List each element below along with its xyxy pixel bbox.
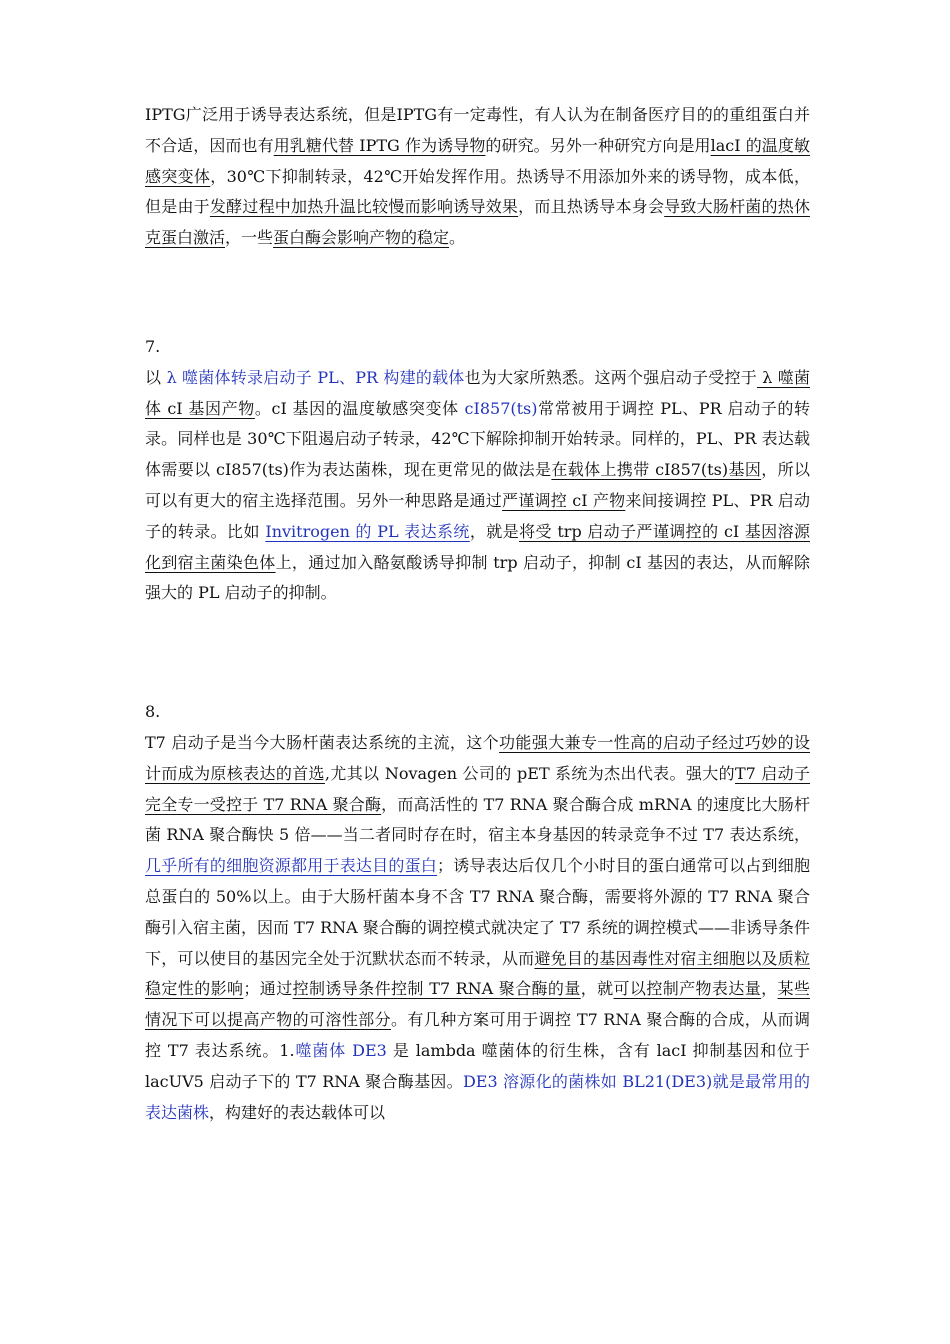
text-span: 也为大家所熟悉。这两个强启动子受控于: [464, 367, 757, 387]
document-page: [145, 100, 810, 1128]
text-span: ，构建好的表达载体可以: [209, 1102, 386, 1122]
text-span: 来间接调控 PL、PR 启动子的转录。比如: [145, 490, 810, 541]
link-de3-phage[interactable]: 噬菌体 DE3: [294, 1040, 387, 1060]
underlined-phrase: 蛋白酶会影响产物的稳定: [273, 228, 450, 248]
underlined-phrase: 避免目的基因毒性对宿主细胞以及质粒稳定性的影响: [145, 948, 810, 999]
underlined-phrase: 发酵过程中加热升温比较慢而影响诱导效果: [209, 197, 519, 217]
underlined-phrase: 在载体上携带 cI857(ts)基因: [551, 460, 762, 480]
text-span: ，: [761, 979, 778, 999]
underlined-phrase: 控制诱导条件控制 T7 RNA 聚合酶的量: [292, 979, 581, 999]
underlined-phrase: 用乳糖代替 IPTG 作为诱导物: [273, 135, 486, 155]
text-span: ，所以可以有更大的宿主选择范围。另外一种思路是通过: [145, 460, 810, 510]
link-invitrogen-pl[interactable]: Invitrogen 的 PL 表达系统: [265, 521, 470, 541]
paragraph-t7: [145, 728, 810, 1128]
underlined-phrase: T7 启动子完全专一受控于 T7 RNA 聚合酶: [145, 763, 810, 814]
paragraph-lambda: [145, 363, 810, 609]
underlined-phrase: lacI 的温度敏感突变体: [145, 135, 810, 186]
text-span: 。cI 基因的温度敏感突变体: [254, 398, 465, 418]
underlined-phrase: 严谨调控 cI 产物: [502, 490, 626, 510]
link-ci857[interactable]: cI857(ts): [464, 398, 538, 418]
text-span: ；诱导表达后仅几个小时目的蛋白通常可以占到细胞总蛋白的 50%以上。由于大肠杆菌本身不含 T7 RNA 聚合酶，需要将外源的 T7 RNA 聚合酶引入宿主菌，因而 T7 RNA 聚合酶的调控模式就决定了 T7 系统的调控模式——非诱导条件下，可以使目的基因完全处于沉默状态而不转录，从而: [145, 856, 810, 968]
section-number-8: 8.: [145, 702, 161, 722]
underlined-phrase: 可以控制产物表达量: [613, 979, 762, 999]
text-span: ，就: [580, 979, 614, 999]
underlined-phrase: λ 噬菌体 cI 基因产物: [145, 367, 810, 418]
underlined-phrase: 将受 trp 启动子严谨调控的 cI 基因溶源化到宿主菌染色体: [145, 521, 810, 572]
underlined-phrase: 导致大肠杆菌的热休克蛋白激活: [145, 197, 810, 248]
text-span: ，就是: [469, 521, 520, 541]
text-span: ，30℃下抑制转录，42℃开始发挥作用。热诱导不用添加外来的诱导物，成本低，但是由于: [145, 166, 810, 217]
text-span: T7 启动子是当今大肠杆菌表达系统的主流，这个: [145, 732, 500, 752]
text-span: 。: [449, 228, 466, 248]
link-cell-resources[interactable]: 几乎所有的细胞资源都用于表达目的蛋白: [145, 856, 438, 876]
text-span: 上，通过加入酪氨酸诱导抑制 trp 启动子，抑制 cI 基因的表达，从而解除强大的 PL 启动子的抑制。: [145, 552, 810, 603]
text-span: ，一些: [225, 228, 274, 248]
text-span: 常常被用于调控 PL、PR 启动子的转录。同样也是 30℃下阻遏启动子转录，42℃下解除抑制开始转录。同样的，PL、PR 表达载体需要以 cI857(ts)作为表达菌株，现在更常见的做法是: [145, 398, 810, 480]
text-span: 的研究。另外一种研究方向是用: [485, 135, 711, 155]
link-lambda-vector[interactable]: λ 噬菌体转录启动子 PL、PR 构建的载体: [166, 367, 465, 387]
section-spacer: [145, 254, 810, 332]
paragraph-iptg: [145, 100, 810, 254]
section-number-7: 7.: [145, 336, 161, 356]
underlined-phrase: 某些情况下可以提高产物的可溶性部分: [145, 979, 810, 1030]
text-span: ；通过: [243, 979, 293, 999]
text-span: 是 lambda 噬菌体的衍生株，含有 lacI 抑制基因和位于 lacUV5 启动子下的 T7 RNA 聚合酶基因。: [145, 1040, 810, 1091]
text-span: ，而高活性的 T7 RNA 聚合酶合成 mRNA 的速度比大肠杆菌 RNA 聚合酶快 5 倍——当二者同时存在时，宿主本身基因的转录竞争不过 T7 表达系统，: [145, 794, 810, 845]
text-span: 以: [145, 367, 167, 387]
text-span: ,尤其以 Novagen 公司的 pET 系统为杰出代表。强大的: [324, 763, 735, 783]
text-span: IPTG广泛用于诱导表达系统，但是IPTG有一定毒性，有人认为在制备医疗目的的重组蛋白并不合适，因而也有: [145, 105, 810, 155]
section-spacer: [145, 609, 810, 697]
link-bl21-de3[interactable]: DE3 溶源化的菌株如 BL21(DE3)就是最常用的表达菌株: [145, 1071, 811, 1122]
text-span: ，而且热诱导本身会: [518, 197, 665, 217]
text-span: 。有几种方案可用于调控 T7 RNA 聚合酶的合成，从而调控 T7 表达系统。1.: [145, 1010, 810, 1060]
underlined-phrase: 功能强大兼专一性高的启动子经过巧妙的设计而成为原核表达的首选: [145, 732, 810, 783]
